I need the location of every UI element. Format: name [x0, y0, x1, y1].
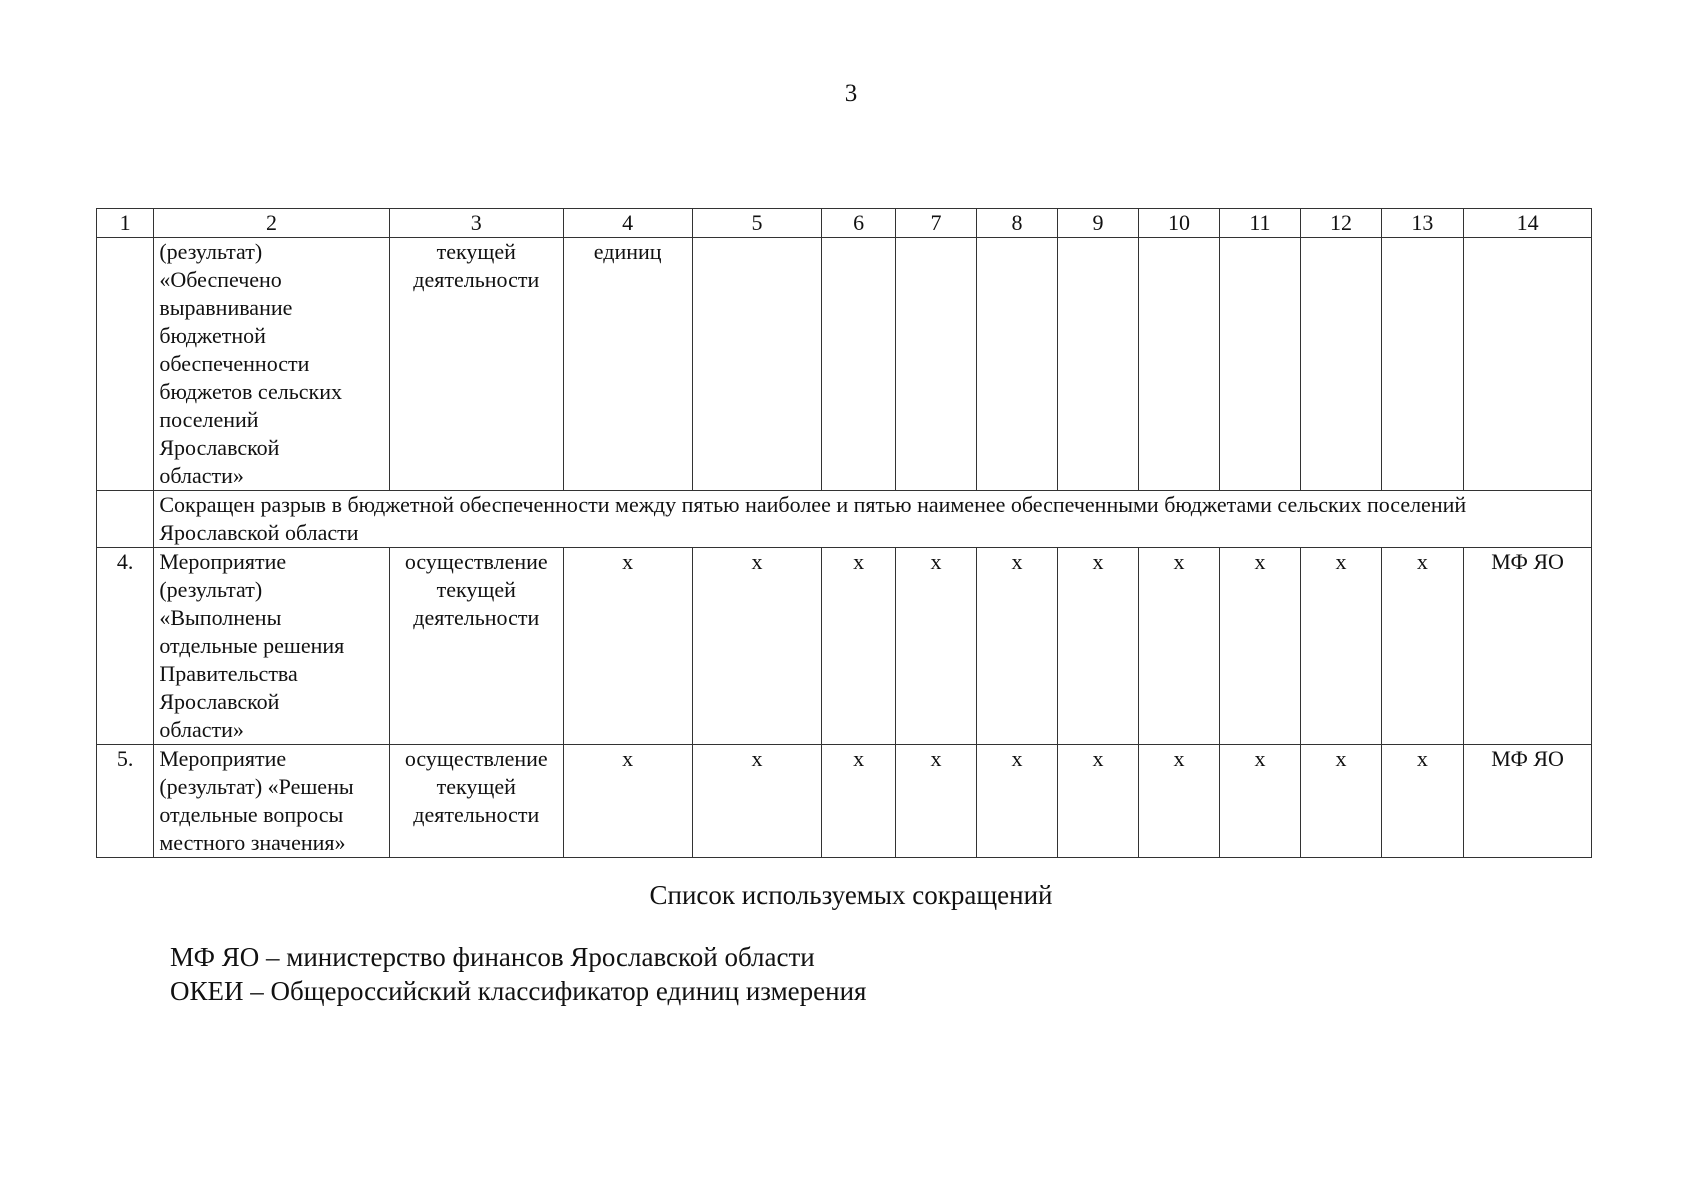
activity-name-cell: Мероприятие (результат) «Выполнены отдельные решения Правительства Ярославской области» — [154, 548, 389, 745]
value-cell: x — [895, 745, 976, 858]
value-cell: x — [895, 548, 976, 745]
value-cell — [822, 238, 895, 491]
table-row — [97, 238, 1592, 491]
table-row — [97, 745, 1592, 858]
activities-table — [96, 208, 1592, 858]
activity-name-cell: (результат) «Обеспечено выравнивание бюджетной обеспеченности бюджетов сельских поселений Ярославской области» — [154, 238, 389, 491]
value-cell: x — [1219, 548, 1300, 745]
value-cell: x — [563, 745, 692, 858]
value-cell: x — [692, 548, 822, 745]
column-number: 9 — [1057, 209, 1138, 238]
value-cell — [895, 238, 976, 491]
value-cell: x — [1057, 745, 1138, 858]
value-cell: x — [563, 548, 692, 745]
value-cell — [692, 238, 822, 491]
responsible-cell: МФ ЯО — [1464, 745, 1592, 858]
responsible-cell — [1464, 238, 1592, 491]
value-cell — [977, 238, 1057, 491]
abbreviations-title: Список используемых сокращений — [649, 880, 1053, 910]
column-number: 14 — [1464, 209, 1592, 238]
value-cell: x — [977, 548, 1057, 745]
activity-type-cell: осуществление текущей деятельности — [389, 548, 563, 745]
page-number: 3 — [844, 80, 858, 107]
row-number-cell — [97, 491, 154, 548]
abbreviation-item: ОКЕИ – Общероссийский классификатор единиц измерения — [170, 976, 867, 1006]
column-number: 7 — [895, 209, 976, 238]
column-number: 2 — [154, 209, 389, 238]
value-cell: x — [822, 745, 895, 858]
result-note: Сокращен разрыв в бюджетной обеспеченности между пятью наиболее и пятью наименее обеспеченными бюджетами сельских поселений Ярославской области — [154, 491, 1592, 548]
value-cell — [1139, 238, 1219, 491]
value-cell — [1301, 238, 1381, 491]
value-cell: x — [1057, 548, 1138, 745]
column-number: 5 — [692, 209, 822, 238]
column-number: 6 — [822, 209, 895, 238]
value-cell: x — [1139, 745, 1219, 858]
responsible-cell: МФ ЯО — [1464, 548, 1592, 745]
value-cell: x — [1381, 745, 1463, 858]
value-cell: x — [692, 745, 822, 858]
activity-type-cell: осуществление текущей деятельности — [389, 745, 563, 858]
table-row — [97, 548, 1592, 745]
value-cell: x — [1381, 548, 1463, 745]
value-cell: x — [1301, 548, 1381, 745]
column-number-row — [97, 209, 1592, 238]
abbreviation-item: МФ ЯО – министерство финансов Ярославской области — [170, 942, 815, 972]
value-cell: x — [1219, 745, 1300, 858]
column-number: 1 — [97, 209, 154, 238]
column-number: 10 — [1139, 209, 1219, 238]
column-number: 12 — [1301, 209, 1381, 238]
row-number: 4. — [97, 548, 154, 745]
abbreviations-list — [170, 940, 866, 1008]
row-number: 5. — [97, 745, 154, 858]
value-cell: x — [822, 548, 895, 745]
row-number-cell — [97, 238, 154, 491]
value-cell: x — [977, 745, 1057, 858]
value-cell: x — [1301, 745, 1381, 858]
result-note-row — [97, 491, 1592, 548]
column-number: 4 — [563, 209, 692, 238]
activity-type-cell: текущей деятельности — [389, 238, 563, 491]
unit-cell: единиц — [563, 238, 692, 491]
value-cell — [1381, 238, 1463, 491]
value-cell — [1057, 238, 1138, 491]
value-cell — [1219, 238, 1300, 491]
column-number: 13 — [1381, 209, 1463, 238]
activity-name-cell: Мероприятие (результат) «Решены отдельные вопросы местного значения» — [154, 745, 389, 858]
column-number: 11 — [1219, 209, 1300, 238]
value-cell: x — [1139, 548, 1219, 745]
column-number: 8 — [977, 209, 1057, 238]
column-number: 3 — [389, 209, 563, 238]
